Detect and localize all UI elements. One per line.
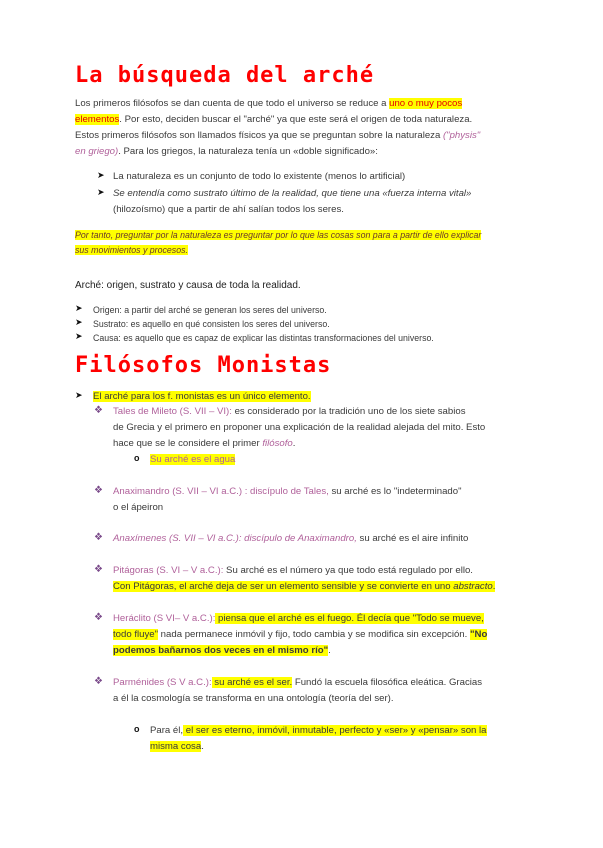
heraclito-name: Heráclito (S VI– V a.C.): [113,613,216,624]
heraclito-text-1: piensa que el arché es el fuego. Él decía que "Todo se mueve, [215,613,484,624]
diamond-bullet-icon: ❖ [94,485,103,496]
intro-text-h: . Para los griegos, la naturaleza tenía un «doble significado»: [118,146,378,157]
tales-line-1 [113,404,538,420]
anaximandro-text-1: : discípulo de Tales, [242,486,329,497]
parmenides-sub-text-2: misma cosa [150,741,202,752]
diamond-bullet-icon: ❖ [94,676,103,687]
parmenides-line-1 [113,675,538,691]
diamond-bullet-icon: ❖ [94,564,103,575]
intro-line-3 [75,128,535,144]
intro-text-a: Los primeros filósofos se dan cuenta de que todo el universo se reduce a [75,98,390,109]
parmenides-text-1b: Fundó la escuela filosófica eleática. Gracias [292,677,483,688]
tales-filosofo: filósofo [262,438,293,449]
page-title: La búsqueda del arché [75,63,375,88]
anaximandro-text-1b: su arché es lo "indeterminado" [328,486,462,497]
intro-line-4 [75,144,535,160]
heraclito-text-3b: . [328,645,331,656]
bullet1-item-cont: (hilozoísmo) que a partir de ahí salían todos los seres. [113,204,344,215]
triangle-bullet-icon: ➤ [75,303,83,313]
section-title: Filósofos Monistas [75,353,332,378]
anaximenes-name: Anaxímenes (S. VII – VI a.C.): discípulo de Anaximandro, [113,533,357,544]
pitagoras-text-2a: Con Pitágoras, el arché deja de ser un elemento sensible y se convierte en uno [113,581,454,592]
triangle-bullet-icon: ➤ [97,187,105,197]
pitagoras-highlight [113,581,495,592]
heraclito-text-2c: "No [469,629,488,640]
circle-bullet-icon: o [134,453,140,463]
diamond-bullet-icon: ❖ [94,405,103,416]
heraclito-line-3 [113,643,538,659]
diamond-bullet-icon: ❖ [94,612,103,623]
tales-line-3 [113,436,538,452]
triangle-bullet-icon: ➤ [75,390,83,400]
pitagoras-text-1: Su arché es el número ya que todo está regulado por ello. [223,565,473,576]
parmenides-sub-text-1a: Para él, [150,725,184,736]
parmenides-sub-text-2b: . [201,741,204,752]
triangle-bullet-icon: ➤ [97,170,105,180]
intro-line-2 [75,112,535,128]
parmenides-line-2: a él la cosmología se transforma en una ontología (teoría del ser). [113,693,394,704]
diamond-bullet-icon: ❖ [94,532,103,543]
intro-text-e: Estos primeros filósofos son llamados físicos ya que se preguntan sobre la naturaleza [75,130,443,141]
heraclito-text-3: podemos bañarnos dos veces en el mismo río" [113,645,329,656]
pitagoras-name: Pitágoras (S. VI – V a.C.): [113,565,224,576]
parmenides-text-1: su arché es el ser. [211,677,293,688]
parmenides-sub-text-1b: el ser es eterno, inmóvil, inmutable, perfecto y «ser» y «pensar» son la [183,725,487,736]
parmenides-name: Parménides (S V a.C.): [113,677,212,688]
heraclito-text-2b: nada permanece inmóvil y fijo, todo cambia y se modifica sin excepción. [158,629,470,640]
triangle-bullet-icon: ➤ [75,331,83,341]
por-tanto-text-2: sus movimientos y procesos. [75,245,188,255]
pitagoras-line-2 [113,579,538,595]
pitagoras-line-1 [113,563,538,579]
intro-text-d: . Por esto, deciden buscar el "arché" ya que este será el origen de toda naturaleza. [119,114,473,125]
anaximandro-line-2: o el ápeiron [113,502,164,513]
monistas-text: El arché para los f. monistas es un único elemento. [93,391,311,402]
pitagoras-text-2c: . [492,581,496,592]
tales-text-3a: hace que se le considere el primer [113,438,263,449]
parmenides-sub-1 [150,723,540,739]
parmenides-sub-2 [150,739,603,755]
por-tanto-line-2 [75,242,535,258]
por-tanto-text-1: Por tanto, preguntar por la naturaleza es preguntar por lo que las cosas son para a partir de ello explicar [75,230,482,240]
intro-griego: en griego) [75,146,119,157]
heraclito-line-2 [113,627,538,643]
tales-text-1: es considerado por la tradición uno de los siete sabios [231,406,466,417]
tales-name: Tales de Mileto (S. VII – VI): [113,406,232,417]
intro-highlight-b: uno o muy pocos [389,98,463,109]
intro-line-1 [75,96,535,112]
monistas-line [93,389,553,405]
heraclito-line-1 [113,611,538,627]
heraclito-text-2a: todo fluye" [113,629,159,640]
arche-definition: Arché: origen, sustrato y causa de toda la realidad. [75,280,301,291]
pitagoras-abstracto: abstracto [453,581,493,592]
anaximandro-line-1 [113,484,538,500]
intro-highlight-c: elementos [75,114,120,125]
arche-item-causa: Causa: es aquello que es capaz de explicar las distintas transformaciones del universo. [93,333,434,343]
por-tanto-line-1 [75,227,535,243]
triangle-bullet-icon: ➤ [75,317,83,327]
anaximenes-line-1 [113,531,538,547]
intro-physis: ("physis" [442,130,481,141]
tales-sub [150,452,603,468]
arche-item-origen: Origen: a partir del arché se generan los seres del universo. [93,305,327,315]
tales-arche-agua: Su arché es el agua [150,454,236,465]
bullet1-item: La naturaleza es un conjunto de todo lo existente (menos lo artificial) [113,171,406,182]
arche-item-sustrato: Sustrato: es aquello en qué consisten los seres del universo. [93,319,330,329]
tales-text-3c: . [292,438,296,449]
tales-line-2: de Grecia y el primero en proponer una explicación de la realidad alejada del mito. Esto [113,422,486,433]
anaximenes-text-1: su arché es el aire infinito [356,533,469,544]
circle-bullet-icon: o [134,724,140,734]
bullet1-item: Se entendía como sustrato último de la realidad, que tiene una «fuerza interna vital» [113,188,472,199]
anaximandro-name: Anaximandro (S. VII – VI a.C.) [113,486,243,497]
